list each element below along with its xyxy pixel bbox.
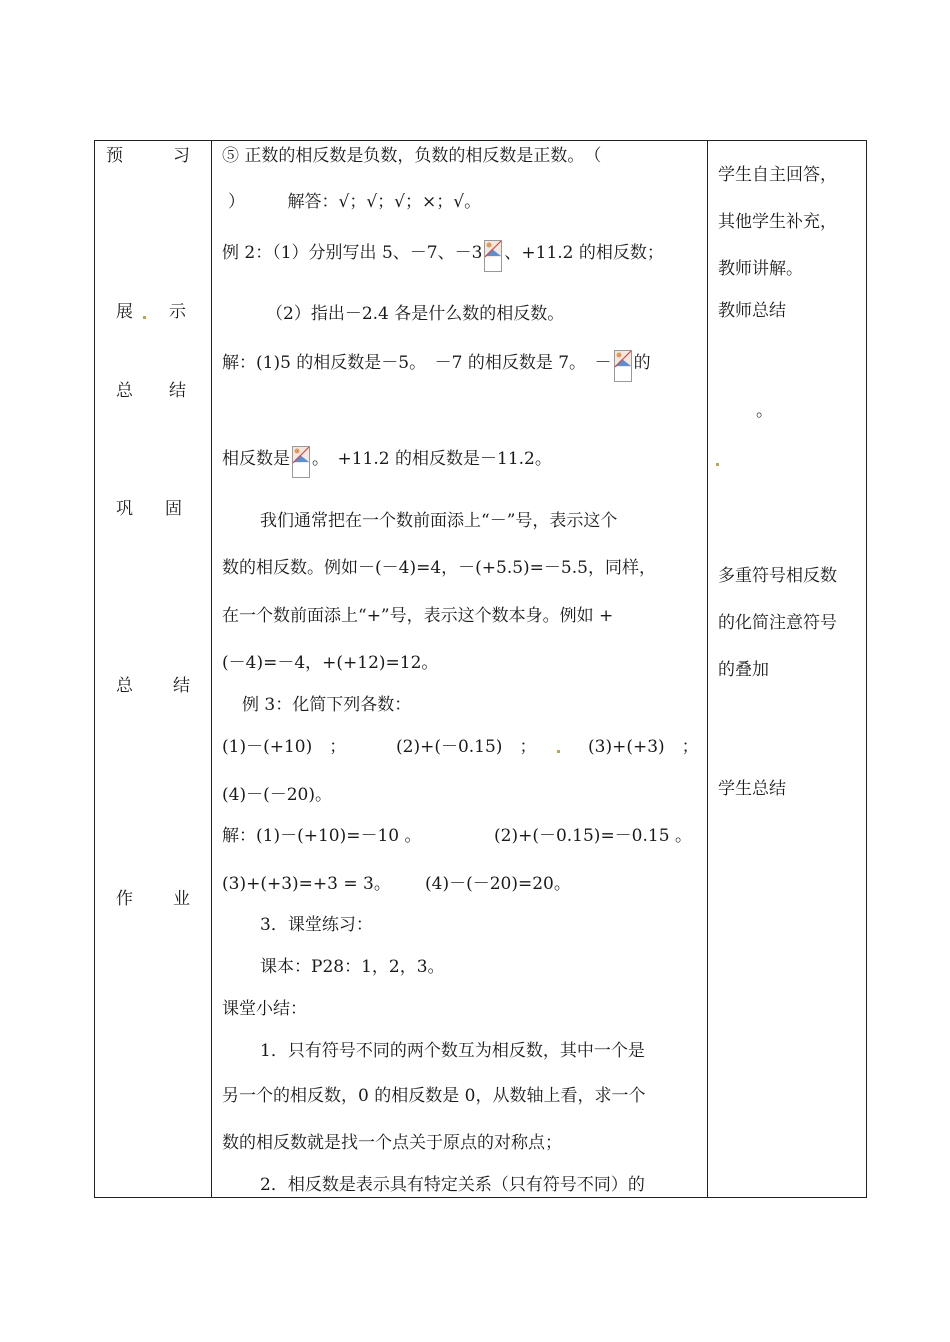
example-2-part-2: （2）指出－2.4 各是什么数的相反数。 (266, 304, 565, 324)
summary-point-1-line-2: 另一个的相反数，0 的相反数是 0，从数轴上看，求一个 (222, 1086, 646, 1106)
example-3-item-3: (3)+(+3) ； (588, 737, 699, 757)
item-5-statement: ⑤ 正数的相反数是负数，负数的相反数是正数。 （ (222, 146, 602, 166)
note-period: 。 (756, 401, 773, 421)
label-show: 展 示 (116, 302, 186, 322)
column-divider-left (211, 141, 212, 1197)
note-teacher-explains: 教师讲解。 (718, 259, 803, 279)
note-student-answer: 学生自主回答， (718, 165, 837, 185)
note-teacher-summary: 教师总结 (718, 301, 786, 321)
example-3-title: 例 3：化简下列各数： (242, 695, 412, 715)
fraction-image-icon (484, 240, 502, 272)
label-summary-1: 总 结 (116, 381, 186, 401)
label-summary-2: 总 结 (116, 676, 190, 696)
solution-2-line-1: 解：(1)5 的相反数是－5。 －7 的相反数是 7。 － 的 (222, 350, 651, 382)
summary-point-1-line-1: 1．只有符号不同的两个数互为相反数，其中一个是 (260, 1041, 645, 1061)
summary-point-1-line-3: 数的相反数就是找一个点关于原点的对称点； (222, 1133, 562, 1153)
answers-line: ） 解答：√；√；√；×；√。 (228, 192, 482, 212)
solution-3-item-3: (3)+(+3)=+3 = 3。 (222, 874, 391, 894)
example-3-item-2: (2)+(－0.15) ； (396, 737, 537, 757)
example-3-item-4: (4)－(－20)。 (222, 785, 332, 805)
paragraph-line-4: (－4)=－4，+(+12)=12。 (222, 653, 439, 673)
class-practice-heading: 3．课堂练习： (260, 915, 373, 935)
summary-point-2-line-1: 2．相反数是表示具有特定关系（只有符号不同）的 (260, 1175, 645, 1195)
note-multi-sign-3: 的叠加 (718, 660, 769, 680)
solution-3-item-1: 解：(1)－(+10)=－10 。 (222, 826, 422, 846)
solution-2-line-2: 相反数是 。 +11.2 的相反数是－11.2。 (222, 446, 552, 478)
class-summary-heading: 课堂小结： (222, 999, 307, 1019)
note-multi-sign-2: 的化简注意符号 (718, 613, 837, 633)
decorative-dot (557, 750, 560, 753)
example-2-part-1: 例 2：（1）分别写出 5、－7、－3 、+11.2 的相反数； (222, 240, 664, 272)
note-others-supplement: 其他学生补充， (718, 212, 837, 232)
example-3-item-1: (1)－(+10) ； (222, 737, 347, 757)
label-preview: 预 习 (106, 146, 190, 166)
decorative-dot (143, 316, 146, 319)
solution-3-item-4: (4)－(－20)=20。 (425, 874, 571, 894)
paragraph-line-1: 我们通常把在一个数前面添上“－”号，表示这个 (260, 511, 618, 531)
column-divider-right (707, 141, 708, 1197)
solution-3-item-2: (2)+(－0.15)=－0.15 。 (494, 826, 692, 846)
note-multi-sign-1: 多重符号相反数 (718, 566, 837, 586)
textbook-exercises: 课本：P28：1，2，3。 (260, 957, 445, 977)
fraction-image-icon (614, 350, 632, 382)
paragraph-line-3: 在一个数前面添上“+”号，表示这个数本身。例如 + (222, 606, 614, 626)
note-student-summary: 学生总结 (718, 779, 786, 799)
paragraph-line-2: 数的相反数。例如－(－4)=4，－(+5.5)=－5.5，同样， (222, 558, 656, 578)
label-homework: 作 业 (116, 889, 190, 909)
label-consolidate: 巩 固 (116, 499, 182, 519)
fraction-image-icon (292, 446, 310, 478)
decorative-dot (716, 463, 719, 466)
